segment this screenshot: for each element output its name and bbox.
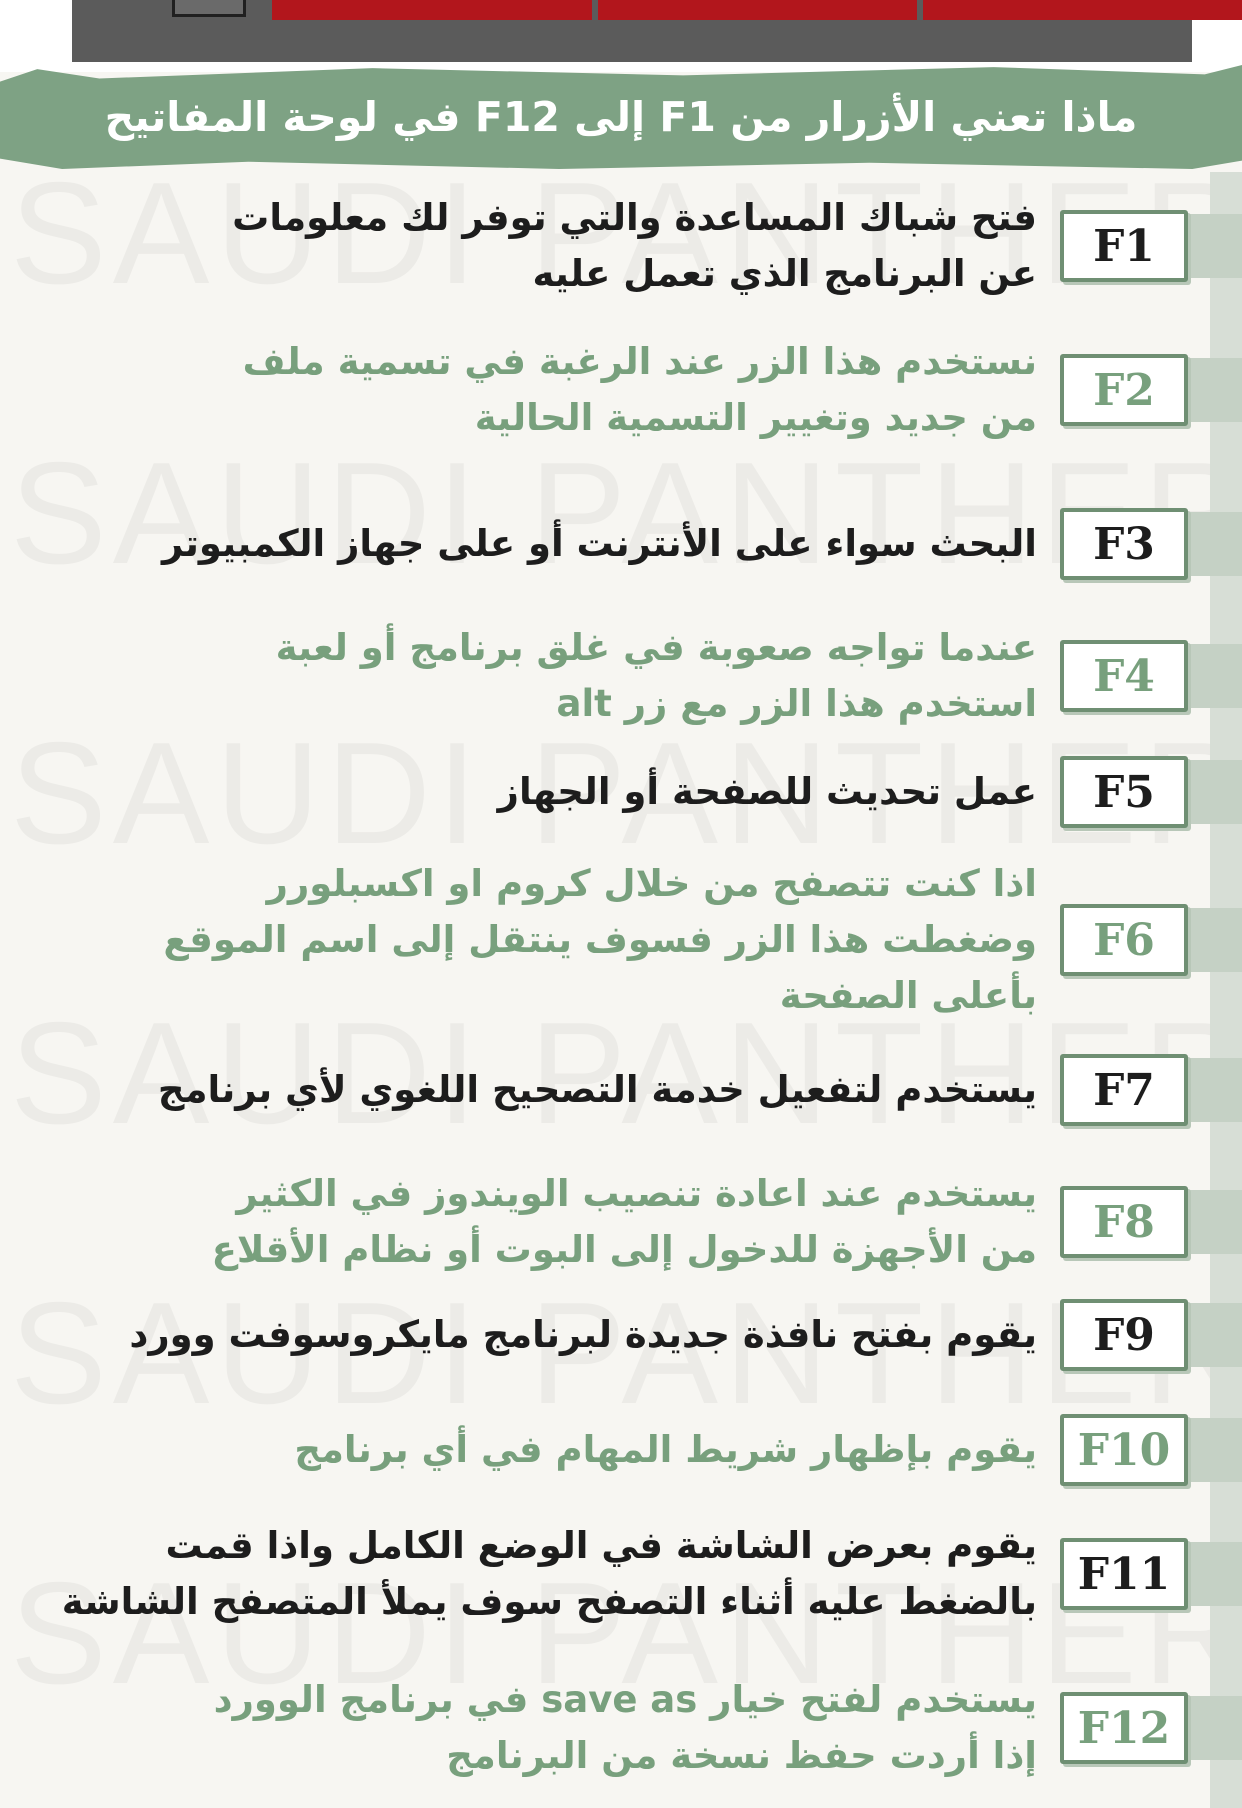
key-label-f11: F11 (1060, 1538, 1188, 1610)
key-description (40, 1518, 1037, 1630)
description-line: من الأجهزة للدخول إلى البوت أو نظام الأقلاع (211, 1228, 1037, 1271)
description-line: عندما تواجه صعوبة في غلق برنامج أو لعبة (275, 626, 1037, 669)
key-description (40, 516, 1037, 572)
description-line: من جديد وتغيير التسمية الحالية (474, 396, 1037, 439)
key-description (40, 1166, 1037, 1278)
description-line: إذا أردت حفظ نسخة من البرنامج (446, 1734, 1037, 1777)
page-title: ماذا تعني الأزرار من F1 إلى F12 في لوحة المفاتيح (104, 93, 1138, 141)
key-tab-decoration (1184, 1542, 1242, 1606)
key-tab-decoration (1184, 760, 1242, 824)
description-line: عمل تحديث للصفحة أو الجهاز (497, 770, 1037, 813)
description-line: يقوم بإظهار شريط المهام في أي برنامج (294, 1428, 1037, 1471)
key-label-f3: F3 (1060, 508, 1188, 580)
description-line: اذا كنت تتصفح من خلال كروم او اكسبلورر (266, 862, 1037, 905)
key-label-f7: F7 (1060, 1054, 1188, 1126)
description-line: وضغطت هذا الزر فسوف ينتقل إلى اسم الموقع (163, 918, 1037, 961)
key-label-f9: F9 (1060, 1299, 1188, 1371)
key-row-f11 (0, 1510, 1242, 1638)
top-frame (72, 0, 1192, 62)
description-line: استخدم هذا الزر مع زر alt (556, 682, 1037, 725)
key-tab-decoration (1184, 908, 1242, 972)
key-description (40, 1672, 1037, 1784)
key-description (40, 334, 1037, 446)
description-line: بالضغط عليه أثناء التصفح سوف يملأ المتصفح الشاشة (61, 1580, 1037, 1623)
description-line: يستخدم عند اعادة تنصيب الويندوز في الكثير (236, 1172, 1037, 1215)
key-row-f12 (0, 1664, 1242, 1792)
key-label-f12: F12 (1060, 1692, 1188, 1764)
key-label-f1: F1 (1060, 210, 1188, 282)
key-description (40, 1422, 1037, 1478)
key-row-f6 (0, 852, 1242, 1028)
key-description (40, 764, 1037, 820)
description-line: يقوم بعرض الشاشة في الوضع الكامل واذا قمت (165, 1524, 1037, 1567)
key-tab-decoration (1184, 644, 1242, 708)
key-row-f7 (0, 1058, 1242, 1122)
description-line: نستخدم هذا الزر عند الرغبة في تسمية ملف (242, 340, 1037, 383)
key-label-f2: F2 (1060, 354, 1188, 426)
key-label-f8: F8 (1060, 1186, 1188, 1258)
key-label-f5: F5 (1060, 756, 1188, 828)
key-tab-decoration (1184, 512, 1242, 576)
key-row-f3 (0, 512, 1242, 576)
top-decoration-box (172, 0, 246, 17)
description-line: يستخدم لفتح خيار save as في برنامج الوورد (213, 1678, 1037, 1721)
key-label-f4: F4 (1060, 640, 1188, 712)
key-tab-decoration (1184, 1418, 1242, 1482)
description-line: يستخدم لتفعيل خدمة التصحيح اللغوي لأي برنامج (157, 1068, 1037, 1111)
description-line: يقوم بفتح نافذة جديدة لبرنامج مايكروسوفت وورد (129, 1313, 1037, 1356)
key-row-f8 (0, 1158, 1242, 1286)
key-description (40, 856, 1037, 1024)
description-line: فتح شباك المساعدة والتي توفر لك معلومات (232, 196, 1037, 239)
key-row-f5 (0, 760, 1242, 824)
key-row-f1 (0, 182, 1242, 310)
key-row-f9 (0, 1303, 1242, 1367)
key-row-f4 (0, 612, 1242, 740)
description-line: بأعلى الصفحة (779, 974, 1037, 1017)
top-red-bar (272, 0, 1242, 20)
key-row-f10 (0, 1418, 1242, 1482)
key-tab-decoration (1184, 1190, 1242, 1254)
key-tab-decoration (1184, 358, 1242, 422)
key-description (40, 190, 1037, 302)
key-tab-decoration (1184, 1696, 1242, 1760)
key-label-f10: F10 (1060, 1414, 1188, 1486)
description-line: عن البرنامج الذي تعمل عليه (532, 252, 1037, 295)
key-tab-decoration (1184, 1058, 1242, 1122)
key-description (40, 620, 1037, 732)
key-row-f2 (0, 326, 1242, 454)
key-label-f6: F6 (1060, 904, 1188, 976)
description-line: البحث سواء على الأنترنت أو على جهاز الكمبيوتر (162, 522, 1037, 565)
key-description (40, 1307, 1037, 1363)
key-description (40, 1062, 1037, 1118)
key-tab-decoration (1184, 214, 1242, 278)
key-tab-decoration (1184, 1303, 1242, 1367)
